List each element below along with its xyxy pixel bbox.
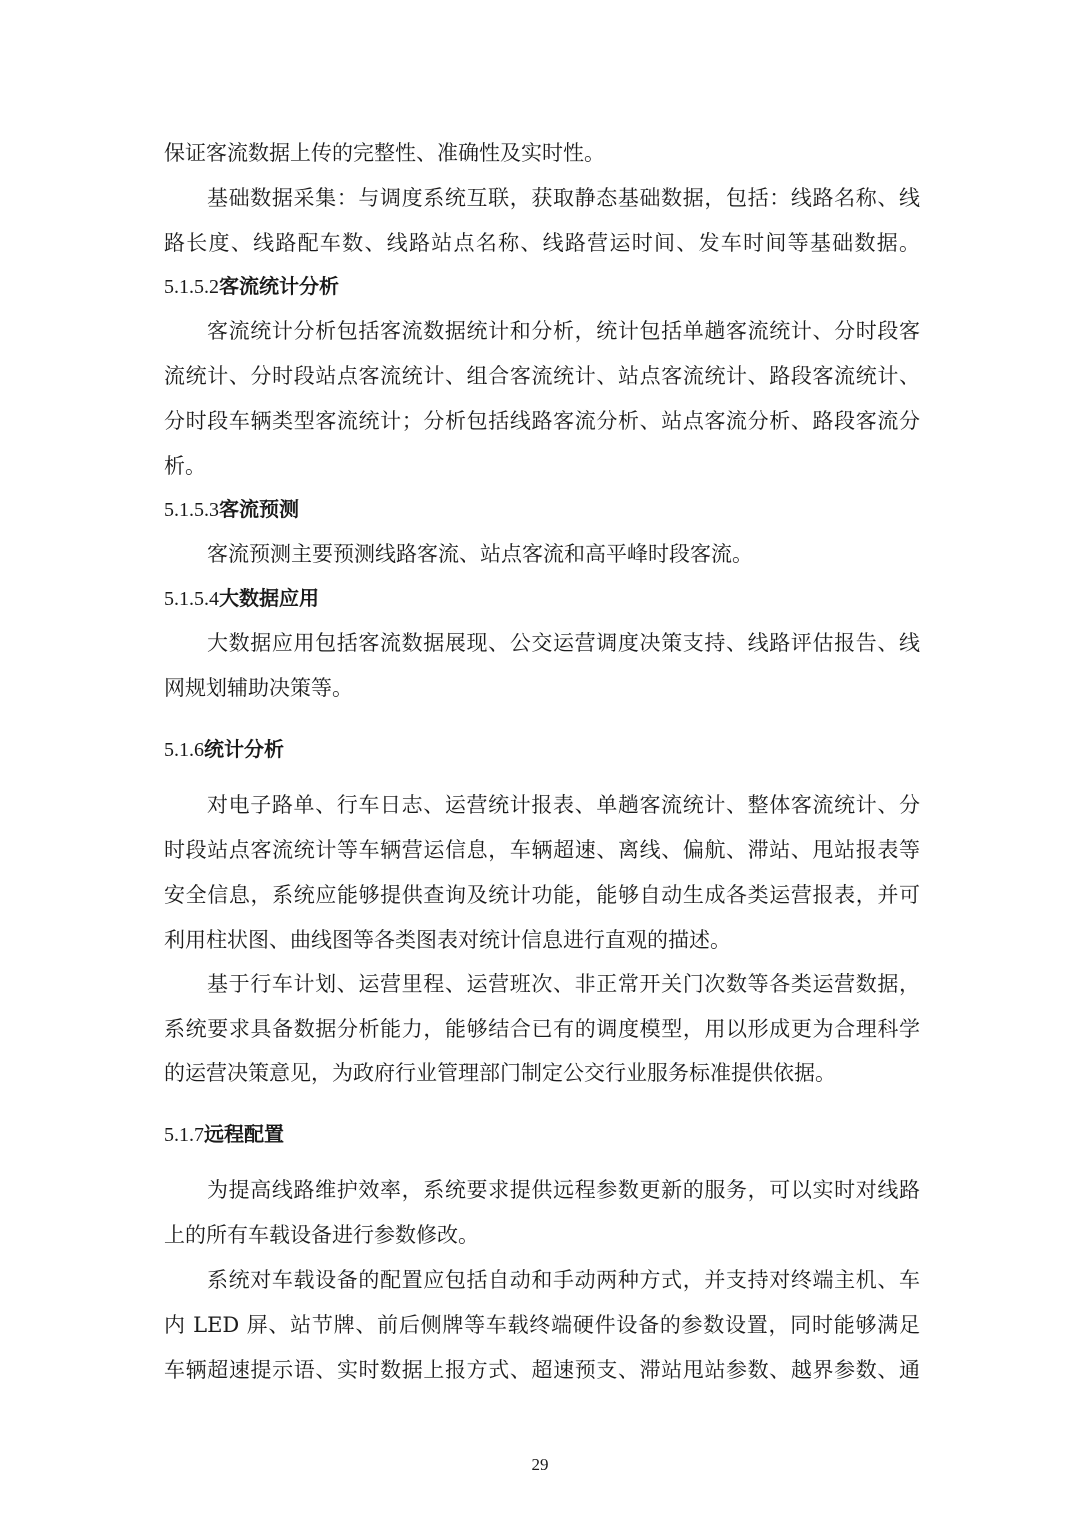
heading-title: 统计分析 <box>204 737 284 761</box>
heading-number: 5.1.5.3 <box>164 499 219 521</box>
body-line: 车辆超速提示语、实时数据上报方式、超速预支、滞站甩站参数、越界参数、通 <box>164 1358 920 1382</box>
body-line: 析。 <box>164 454 206 478</box>
heading-number: 5.1.5.4 <box>164 588 219 610</box>
body-line: 大数据应用包括客流数据展现、公交运营调度决策支持、线路评估报告、线 <box>207 631 920 655</box>
body-line: 系统要求具备数据分析能力，能够结合已有的调度模型，用以形成更为合理科学 <box>164 1017 920 1041</box>
section-heading-5-1-5-2 <box>164 271 920 302</box>
body-line: 客流统计分析包括客流数据统计和分析，统计包括单趟客流统计、分时段客 <box>207 319 920 343</box>
body-line: 内 LED 屏、站节牌、前后侧牌等车载终端硬件设备的参数设置，同时能够满足 <box>164 1313 920 1337</box>
body-line: 利用柱状图、曲线图等各类图表对统计信息进行直观的描述。 <box>164 928 731 952</box>
body-line: 时段站点客流统计等车辆营运信息，车辆超速、离线、偏航、滞站、甩站报表等 <box>164 838 920 862</box>
body-line: 上的所有车载设备进行参数修改。 <box>164 1223 479 1247</box>
body-line: 流统计、分时段站点客流统计、组合客流统计、站点客流统计、路段客流统计、 <box>164 364 920 388</box>
section-heading-5-1-5-3 <box>164 494 920 525</box>
heading-title: 大数据应用 <box>219 586 319 610</box>
heading-title: 客流统计分析 <box>219 274 339 298</box>
section-heading-5-1-6 <box>164 734 920 765</box>
heading-title: 客流预测 <box>219 497 299 521</box>
body-line: 基于行车计划、运营里程、运营班次、非正常开关门次数等各类运营数据， <box>207 972 920 996</box>
body-line: 的运营决策意见，为政府行业管理部门制定公交行业服务标准提供依据。 <box>164 1061 836 1085</box>
heading-number: 5.1.7 <box>164 1124 204 1146</box>
section-heading-5-1-7 <box>164 1119 920 1150</box>
body-line: 系统对车载设备的配置应包括自动和手动两种方式，并支持对终端主机、车 <box>207 1268 920 1292</box>
body-line: 基础数据采集：与调度系统互联，获取静态基础数据，包括：线路名称、线 <box>207 186 920 210</box>
body-line: 安全信息，系统应能够提供查询及统计功能，能够自动生成各类运营报表，并可 <box>164 883 920 907</box>
body-line: 对电子路单、行车日志、运营统计报表、单趟客流统计、整体客流统计、分 <box>207 793 920 817</box>
body-line: 保证客流数据上传的完整性、准确性及实时性。 <box>164 141 605 165</box>
page-number: 29 <box>531 1455 549 1474</box>
heading-title: 远程配置 <box>204 1122 284 1146</box>
body-line: 网规划辅助决策等。 <box>164 676 353 700</box>
heading-number: 5.1.6 <box>164 739 204 761</box>
section-heading-5-1-5-4 <box>164 583 920 614</box>
body-line: 为提高线路维护效率，系统要求提供远程参数更新的服务，可以实时对线路 <box>207 1178 920 1202</box>
body-line: 路长度、线路配车数、线路站点名称、线路营运时间、发车时间等基础数据。 <box>164 231 920 255</box>
body-line: 客流预测主要预测线路客流、站点客流和高平峰时段客流。 <box>207 542 753 566</box>
body-line: 分时段车辆类型客流统计；分析包括线路客流分析、站点客流分析、路段客流分 <box>164 409 920 433</box>
heading-number: 5.1.5.2 <box>164 276 219 298</box>
